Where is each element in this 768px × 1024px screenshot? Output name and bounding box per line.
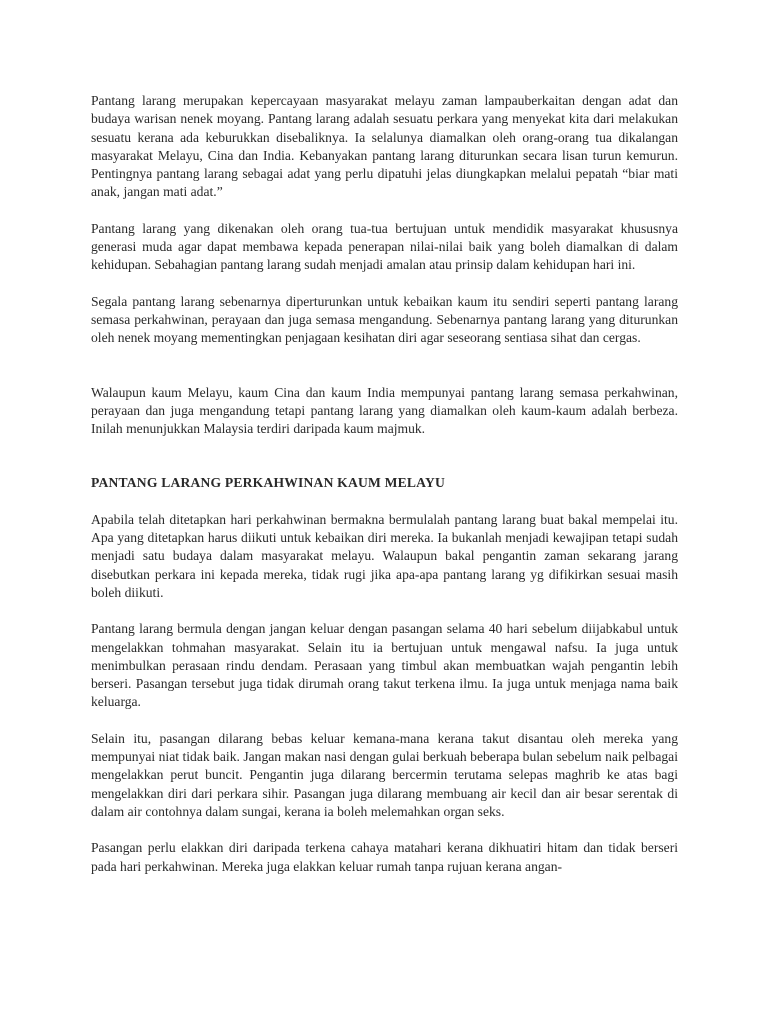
section-paragraph-4: Pasangan perlu elakkan diri daripada terkena cahaya matahari kerana dikhuatiri hitam dan tidak berseri pada hari perkahwinan. Mereka juga elakkan keluar rumah tanpa rujuan kerana angan-	[91, 840, 678, 874]
section-heading: PANTANG LARANG PERKAHWINAN KAUM MELAYU	[91, 475, 445, 491]
intro-paragraph-1: Pantang larang merupakan kepercayaan masyarakat melayu zaman lampauberkaitan dengan adat dan budaya warisan nenek moyang. Pantang larang adalah sesuatu perkara yang menyekat kita dari melakukan sesuatu kerana ada keburukkan disebaliknya. Ia selalunya diamalkan oleh orang-orang tua dikalangan masyarakat Melayu, Cina dan India. Kebanyakan pantang larang diturunkan secara lisan turun kemurun. Pentingnya pantang larang sebagai adat yang perlu dipatuhi jelas diungkapkan melalui pepatah “biar mati anak, jangan mati adat.”	[91, 93, 678, 200]
intro-paragraph-2: Pantang larang yang dikenakan oleh orang tua-tua bertujuan untuk mendidik masyarakat khususnya generasi muda agar dapat membawa kepada penerapan nilai-nilai baik yang boleh diamalkan di dalam kehidupan. Sebahagian pantang larang sudah menjadi amalan atau prinsip dalam kehidupan hari ini.	[91, 220, 678, 273]
section-paragraph-1: Apabila telah ditetapkan hari perkahwinan bermakna bermulalah pantang larang buat bakal mempelai itu. Apa yang ditetapkan harus diikuti untuk kebaikan diri mereka. Ia bukanlah menjadi kewajipan tetapi sudah menjadi satu budaya dalam masyarakat melayu. Walaupun bakal pengantin zaman sekarang jarang disebutkan perkara ini kepada mereka, tidak rugi jika apa-apa pantang larang yg difikirkan sesuai masih boleh diikuti.	[91, 511, 678, 600]
section-paragraph-2: Pantang larang bermula dengan jangan keluar dengan pasangan selama 40 hari sebelum diijabkabul untuk mengelakkan tohmahan masyarakat. Selain itu ia bertujuan untuk mengawal nafsu. Ia juga untuk menimbulkan perasaan rindu dendam. Perasaan yang timbul akan membuatkan wajah pengantin lebih berseri. Pasangan tersebut juga tidak dirumah orang takut terkena ilmu. Ia juga untuk menjaga nama baik keluarga.	[91, 621, 678, 710]
document-page	[91, 92, 678, 876]
intro-paragraph-3: Segala pantang larang sebenarnya diperturunkan untuk kebaikan kaum itu sendiri seperti pantang larang semasa perkahwinan, perayaan dan juga semasa mengandung. Sebenarnya pantang larang yang diturunkan oleh nenek moyang mementingkan penjagaan kesihatan diri agar seseorang sentiasa sihat dan cergas.	[91, 293, 678, 346]
section-paragraph-3: Selain itu, pasangan dilarang bebas keluar kemana-mana kerana takut disantau oleh mereka yang mempunyai niat tidak baik. Jangan makan nasi dengan gulai berkuah beberapa bulan sebelum naik pelbagai mengelakkan perut buncit. Pengantin juga dilarang bercermin terutama selepas maghrib ke atas bagi mengelakkan diri dari perkara sihir. Pasangan juga dilarang membuang air kecil dan air besar serentak di dalam air contohnya dalam sungai, kerana ia boleh melemahkan organ seks.	[91, 730, 678, 819]
intro-paragraph-4: Walaupun kaum Melayu, kaum Cina dan kaum India mempunyai pantang larang semasa perkahwinan, perayaan dan juga mengandung tetapi pantang larang yang diamalkan oleh kaum-kaum adalah berbeza. Inilah menunjukkan Malaysia terdiri daripada kaum majmuk.	[91, 384, 678, 437]
